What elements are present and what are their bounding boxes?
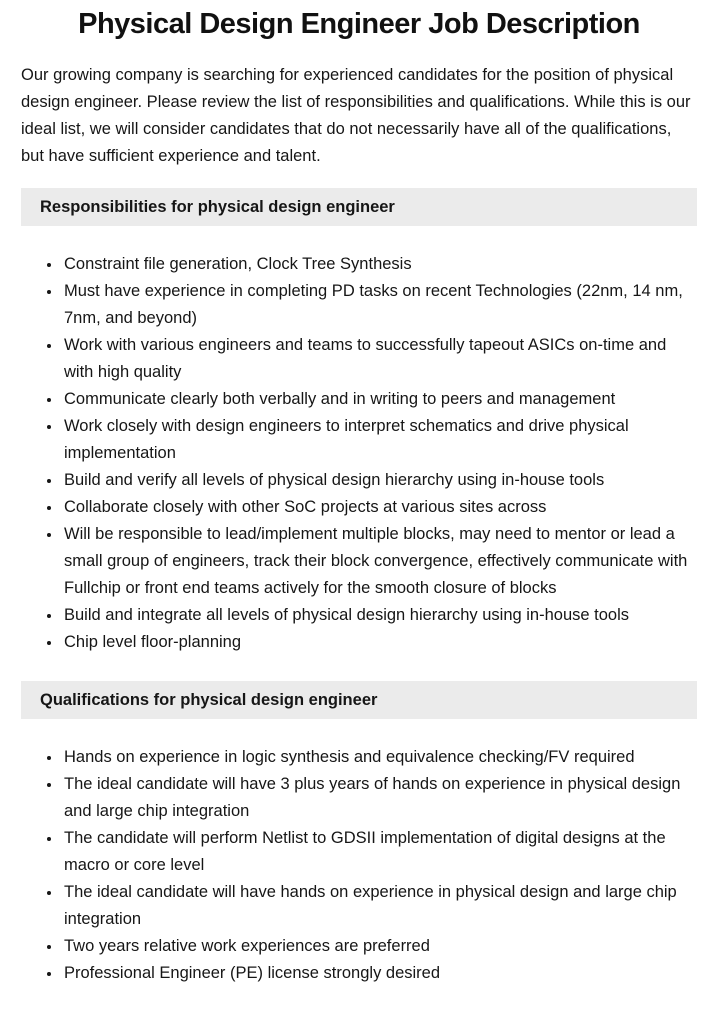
responsibilities-list [21, 251, 697, 656]
list-item: • Constraint file generation, Clock Tree Synthesis [62, 251, 697, 278]
list-item: • Chip level floor-planning [62, 629, 697, 656]
list-item: • Work closely with design engineers to interpret schematics and drive physical implementation [62, 413, 697, 467]
list-item: • Communicate clearly both verbally and in writing to peers and management [62, 386, 697, 413]
intro-paragraph: Our growing company is searching for experienced candidates for the position of physical design engineer. Please review the list of responsibilities and qualifications. While this is our ideal list, we will consider candidates that do not necessarily have all of the qualifications, but have sufficient experience and talent. [21, 66, 691, 165]
list-item: • Build and verify all levels of physical design hierarchy using in-house tools [62, 467, 697, 494]
list-item: • Two years relative work experiences are preferred [62, 933, 697, 960]
list-item: • The candidate will perform Netlist to GDSII implementation of digital designs at the macro or core level [62, 825, 697, 879]
section-responsibilities [21, 188, 697, 656]
page-title: Physical Design Engineer Job Description [78, 8, 640, 40]
list-item: • The ideal candidate will have 3 plus years of hands on experience in physical design and large chip integration [62, 771, 697, 825]
section-heading-qualifications: Qualifications for physical design engineer [21, 681, 697, 719]
list-item: • Must have experience in completing PD tasks on recent Technologies (22nm, 14 nm, 7nm, and beyond) [62, 278, 697, 332]
list-item: • Will be responsible to lead/implement multiple blocks, may need to mentor or lead a small group of engineers, track their block convergence, effectively communicate with Fullchip or front end teams actively for the smooth closure of blocks [62, 521, 697, 602]
qualifications-list [21, 744, 697, 987]
list-item: • Collaborate closely with other SoC projects at various sites across [62, 494, 697, 521]
list-item: • Build and integrate all levels of physical design hierarchy using in-house tools [62, 602, 697, 629]
section-heading-responsibilities: Responsibilities for physical design engineer [21, 188, 697, 226]
list-item: • Professional Engineer (PE) license strongly desired [62, 960, 697, 987]
list-item: • Work with various engineers and teams to successfully tapeout ASICs on-time and with high quality [62, 332, 697, 386]
section-qualifications [21, 681, 697, 987]
list-item: • Hands on experience in logic synthesis and equivalence checking/FV required [62, 744, 697, 771]
list-item: • The ideal candidate will have hands on experience in physical design and large chip integration [62, 879, 697, 933]
